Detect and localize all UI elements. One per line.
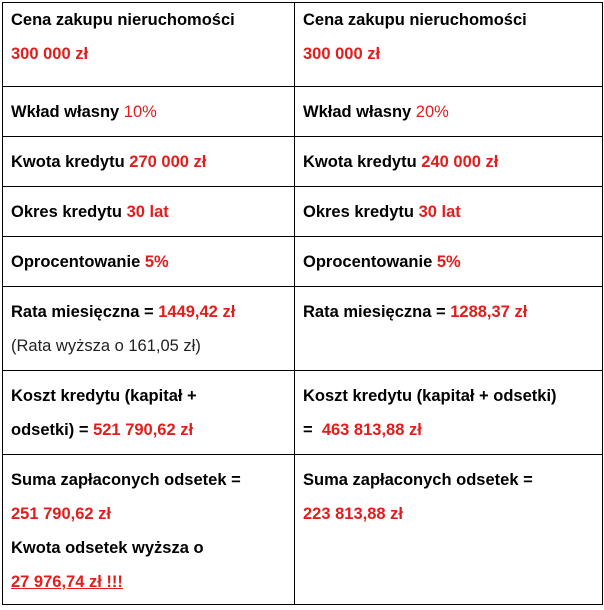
- total-interest-label: Suma zapłaconych odsetek =: [11, 471, 241, 489]
- loan-period-value: 30 lat: [126, 203, 169, 221]
- table-row-total-interest: [3, 455, 603, 605]
- cell-loan-period-right: [295, 187, 603, 237]
- cell-interest-rate-left: [3, 237, 295, 287]
- cell-down-payment-left: [3, 87, 295, 137]
- cell-monthly-installment-right: [295, 287, 603, 371]
- interest-difference-value: 27 976,74 zł !!!: [11, 573, 123, 591]
- loan-amount-value: 270 000 zł: [129, 153, 207, 171]
- cell-down-payment-right: [295, 87, 603, 137]
- cell-price-left: [3, 3, 295, 87]
- interest-rate-value: 5%: [436, 253, 461, 271]
- interest-rate-label: Oprocentowanie: [11, 253, 141, 271]
- monthly-installment-value: 1288,37 zł: [450, 303, 528, 321]
- cell-interest-rate-right: [295, 237, 603, 287]
- down-payment-label: Wkład własny: [303, 103, 412, 121]
- total-interest-value: 223 813,88 zł: [303, 505, 403, 523]
- cell-loan-amount-right: [295, 137, 603, 187]
- monthly-installment-label: Rata miesięczna =: [303, 303, 446, 321]
- cell-loan-cost-left: [3, 371, 295, 455]
- table-row-interest-rate: [3, 237, 603, 287]
- price-value: 300 000 zł: [11, 45, 89, 63]
- table-row-down-payment: [3, 87, 603, 137]
- comparison-table: [2, 2, 603, 605]
- loan-amount-label: Kwota kredytu: [303, 153, 417, 171]
- cell-price-right: [295, 3, 603, 87]
- table-row-loan-cost: [3, 371, 603, 455]
- table-row-price: [3, 3, 603, 87]
- cell-total-interest-right: [295, 455, 603, 605]
- table-row-monthly-installment: [3, 287, 603, 371]
- cell-loan-amount-left: [3, 137, 295, 187]
- total-interest-value: 251 790,62 zł: [11, 505, 111, 523]
- down-payment-value: 10%: [123, 103, 157, 121]
- loan-period-label: Okres kredytu: [303, 203, 414, 221]
- table-row-loan-period: [3, 187, 603, 237]
- loan-amount-label: Kwota kredytu: [11, 153, 125, 171]
- down-payment-label: Wkład własny: [11, 103, 120, 121]
- loan-amount-value: 240 000 zł: [421, 153, 499, 171]
- monthly-installment-value: 1449,42 zł: [158, 303, 236, 321]
- loan-cost-value: 463 813,88 zł: [321, 421, 422, 439]
- interest-rate-value: 5%: [144, 253, 169, 271]
- cell-loan-period-left: [3, 187, 295, 237]
- loan-cost-label-line2: odsetki) =: [11, 421, 89, 439]
- loan-cost-label-line1: Koszt kredytu (kapitał +: [11, 387, 197, 405]
- table-row-loan-amount: [3, 137, 603, 187]
- loan-cost-label-line1: Koszt kredytu (kapitał + odsetki): [303, 387, 557, 405]
- interest-rate-label: Oprocentowanie: [303, 253, 433, 271]
- price-label: Cena zakupu nieruchomości: [303, 11, 527, 29]
- monthly-installment-label: Rata miesięczna =: [11, 303, 154, 321]
- price-value: 300 000 zł: [303, 45, 381, 63]
- loan-cost-label-line2: =: [303, 421, 313, 439]
- loan-period-value: 30 lat: [418, 203, 461, 221]
- total-interest-label: Suma zapłaconych odsetek =: [303, 471, 533, 489]
- installment-difference-note: (Rata wyższa o 161,05 zł): [11, 337, 201, 355]
- interest-difference-label: Kwota odsetek wyższa o: [11, 539, 204, 557]
- loan-period-label: Okres kredytu: [11, 203, 122, 221]
- cell-loan-cost-right: [295, 371, 603, 455]
- cell-total-interest-left: [3, 455, 295, 605]
- cell-monthly-installment-left: [3, 287, 295, 371]
- price-label: Cena zakupu nieruchomości: [11, 11, 235, 29]
- loan-cost-value: 521 790,62 zł: [93, 421, 194, 439]
- down-payment-value: 20%: [415, 103, 449, 121]
